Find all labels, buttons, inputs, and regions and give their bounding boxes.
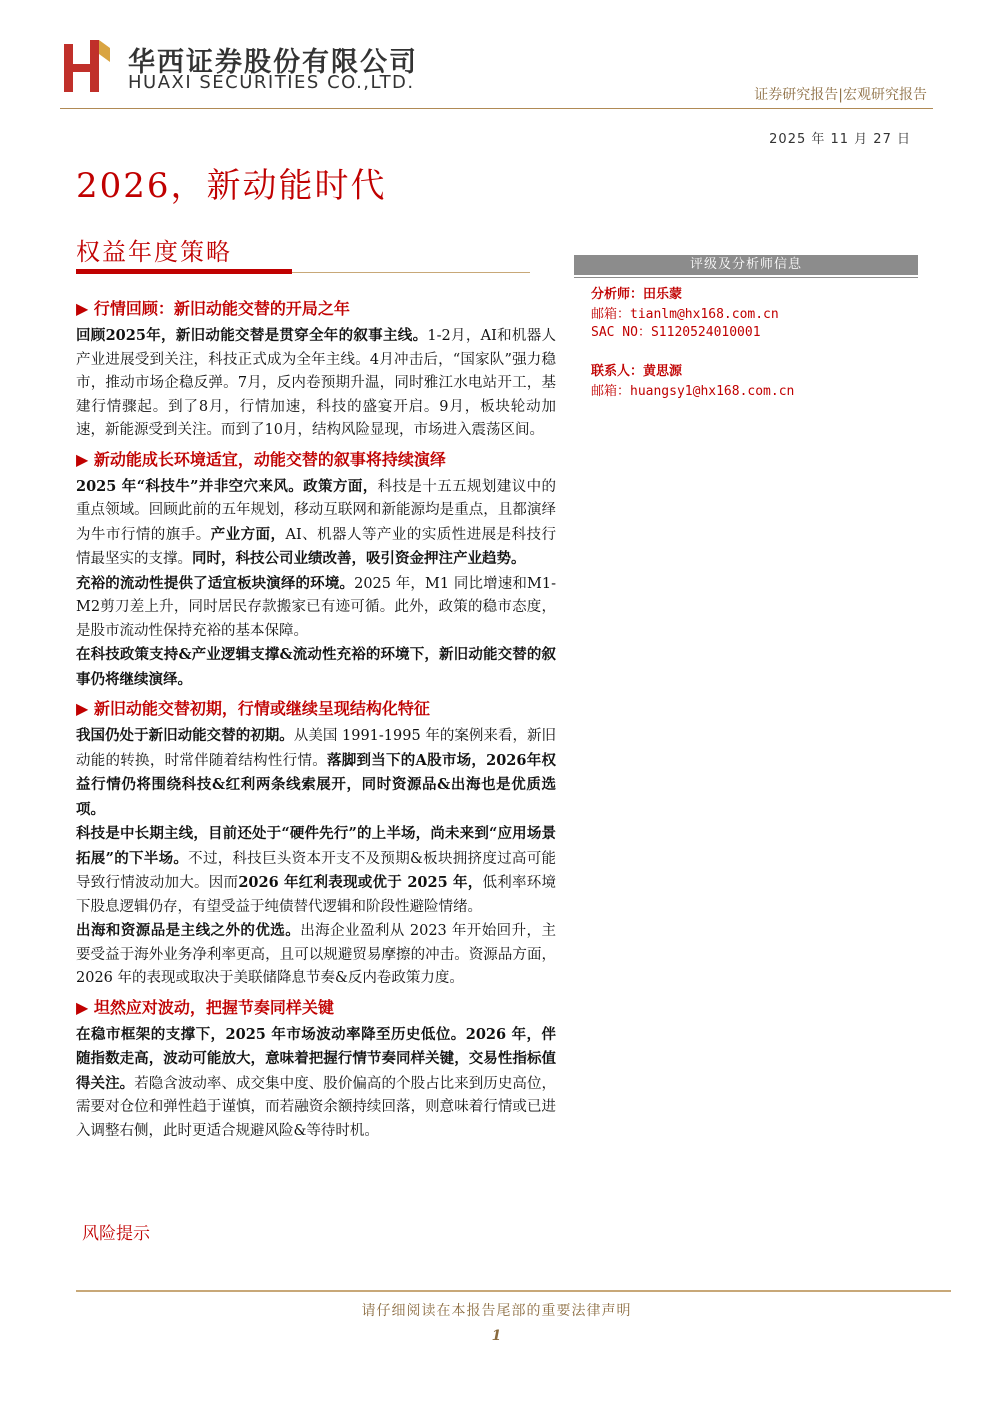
analyst-email[interactable]: 邮箱：tianlm@hx168.com.cn: [591, 307, 779, 322]
page-number: 1: [491, 1328, 502, 1344]
page-title: 2026，新动能时代: [76, 166, 387, 206]
analyst-box-heading: 评级及分析师信息: [574, 255, 918, 275]
section-title-structural-market: ▶ 新旧动能交替初期，行情或继续呈现结构化特征: [76, 699, 430, 718]
analyst-box-divider: [574, 277, 918, 278]
analyst-sac-number: SAC NO：S1120524010001: [591, 325, 761, 340]
header-divider: [60, 108, 933, 109]
section-title-volatility: ▶ 坦然应对波动，把握节奏同样关键: [76, 997, 334, 1017]
footer-divider: [76, 1290, 951, 1292]
risk-warning-heading: 风险提示: [82, 1224, 150, 1244]
section-paragraph: 充裕的流动性提供了适宜板块演绎的环境。2025 年，M1 同比增速和M1-M2剪刀差上升，同时居民存款搬家已有迹可循。此外，政策的稳市态度，是股市流动性保持充裕的基本保障。: [76, 574, 557, 639]
section-paragraph: 在科技政策支持&产业逻辑支撑&流动性充裕的环境下，新旧动能交替的叙事仍将继续演绎。: [76, 646, 556, 688]
report-date: 2025 年 11 月 27 日: [769, 132, 911, 147]
page-subtitle: 权益年度策略: [76, 238, 232, 266]
subtitle-accent-bar: [76, 269, 292, 274]
section-paragraph: 回顾2025年，新旧动能交替是贯穿全年的叙事主线。1-2月，AI和机器人产业进展受到关注，科技正式成为全年主线。4月冲击后，“国家队”强力稳市，推动市场企稳反弹。7月，反内卷预期升温，同时雅江水电站开工，基建行情骤起。到了8月，行情加速，科技的盛宴开启。9月，板块轮动加速，新能源受到关注。而到了10月，结构风险显现，市场进入震荡区间。: [76, 327, 556, 438]
contact-name: 联系人：黄思源: [591, 364, 683, 379]
company-name-en: HUAXI SECURITIES CO.,LTD.: [128, 72, 415, 93]
section-paragraph: 我国仍处于新旧动能交替的初期。从美国 1991-1995 年的案例来看，新旧动能的转换，时常伴随着结构性行情。落脚到当下的A股市场，2026年权益行情仍将围绕科技&红利两条线索展开，同时资源品&出海也是优质选项。: [76, 727, 557, 818]
report-body: [76, 292, 556, 1143]
contact-email[interactable]: 邮箱：huangsy1@hx168.com.cn: [591, 384, 795, 399]
section-paragraph: 科技是中长期主线，目前还处于“硬件先行”的上半场，尚未来到“应用场景拓展”的下半场。不过，科技巨头资本开支不及预期&板块拥挤度过高可能导致行情波动加大。因而2026 年红利表现或优于 2025 年，低利率环境下股息逻辑仍存，有望受益于纯债替代逻辑和阶段性避险情绪。: [76, 825, 557, 915]
section-paragraph: 出海和资源品是主线之外的优选。出海企业盈利从 2023 年开始回升，主要受益于海外业务净利率更高，且可以规避贸易摩擦的冲击。资源品方面，2026 年的表现或取决于美联储降息节奏&反内卷政策力度。: [76, 922, 556, 986]
section-paragraph: 2025 年“科技牛”并非空穴来风。政策方面，科技是十五五规划建议中的重点领域。回顾此前的五年规划，移动互联网和新能源均是重点，且都演绎为牛市行情的旗手。产业方面，AI、机器人等产业的实质性进展是科技行情最坚实的支撑。同时，科技公司业绩改善，吸引资金押注产业趋势。: [76, 477, 557, 567]
section-paragraph: 在稳市框架的支撑下，2025 年市场波动率降至历史低位。2026 年，伴随指数走高，波动可能放大，意味着把握行情节奏同样关键，交易性指标值得关注。若隐含波动率、成交集中度、股价偏高的个股占比来到历史高位，需要对仓位和弹性趋于谨慎，而若融资余额持续回落，则意味着行情或已进入调整右侧，此时更适合规避风险&等待时机。: [76, 1025, 556, 1139]
report-type: 证券研究报告|宏观研究报告: [754, 87, 927, 103]
section-title-review: ▶ 行情回顾：新旧动能交替的开局之年: [76, 299, 350, 318]
subtitle-divider: [292, 272, 530, 273]
company-name-cn: 华西证券股份有限公司: [128, 47, 418, 78]
legal-disclaimer: 请仔细阅读在本报告尾部的重要法律声明: [361, 1303, 632, 1319]
section-title-new-momentum: ▶ 新动能成长环境适宜，动能交替的叙事将持续演绎: [76, 449, 446, 469]
analyst-name: 分析师：田乐蒙: [591, 287, 683, 302]
huaxi-logo-icon: [62, 38, 112, 94]
